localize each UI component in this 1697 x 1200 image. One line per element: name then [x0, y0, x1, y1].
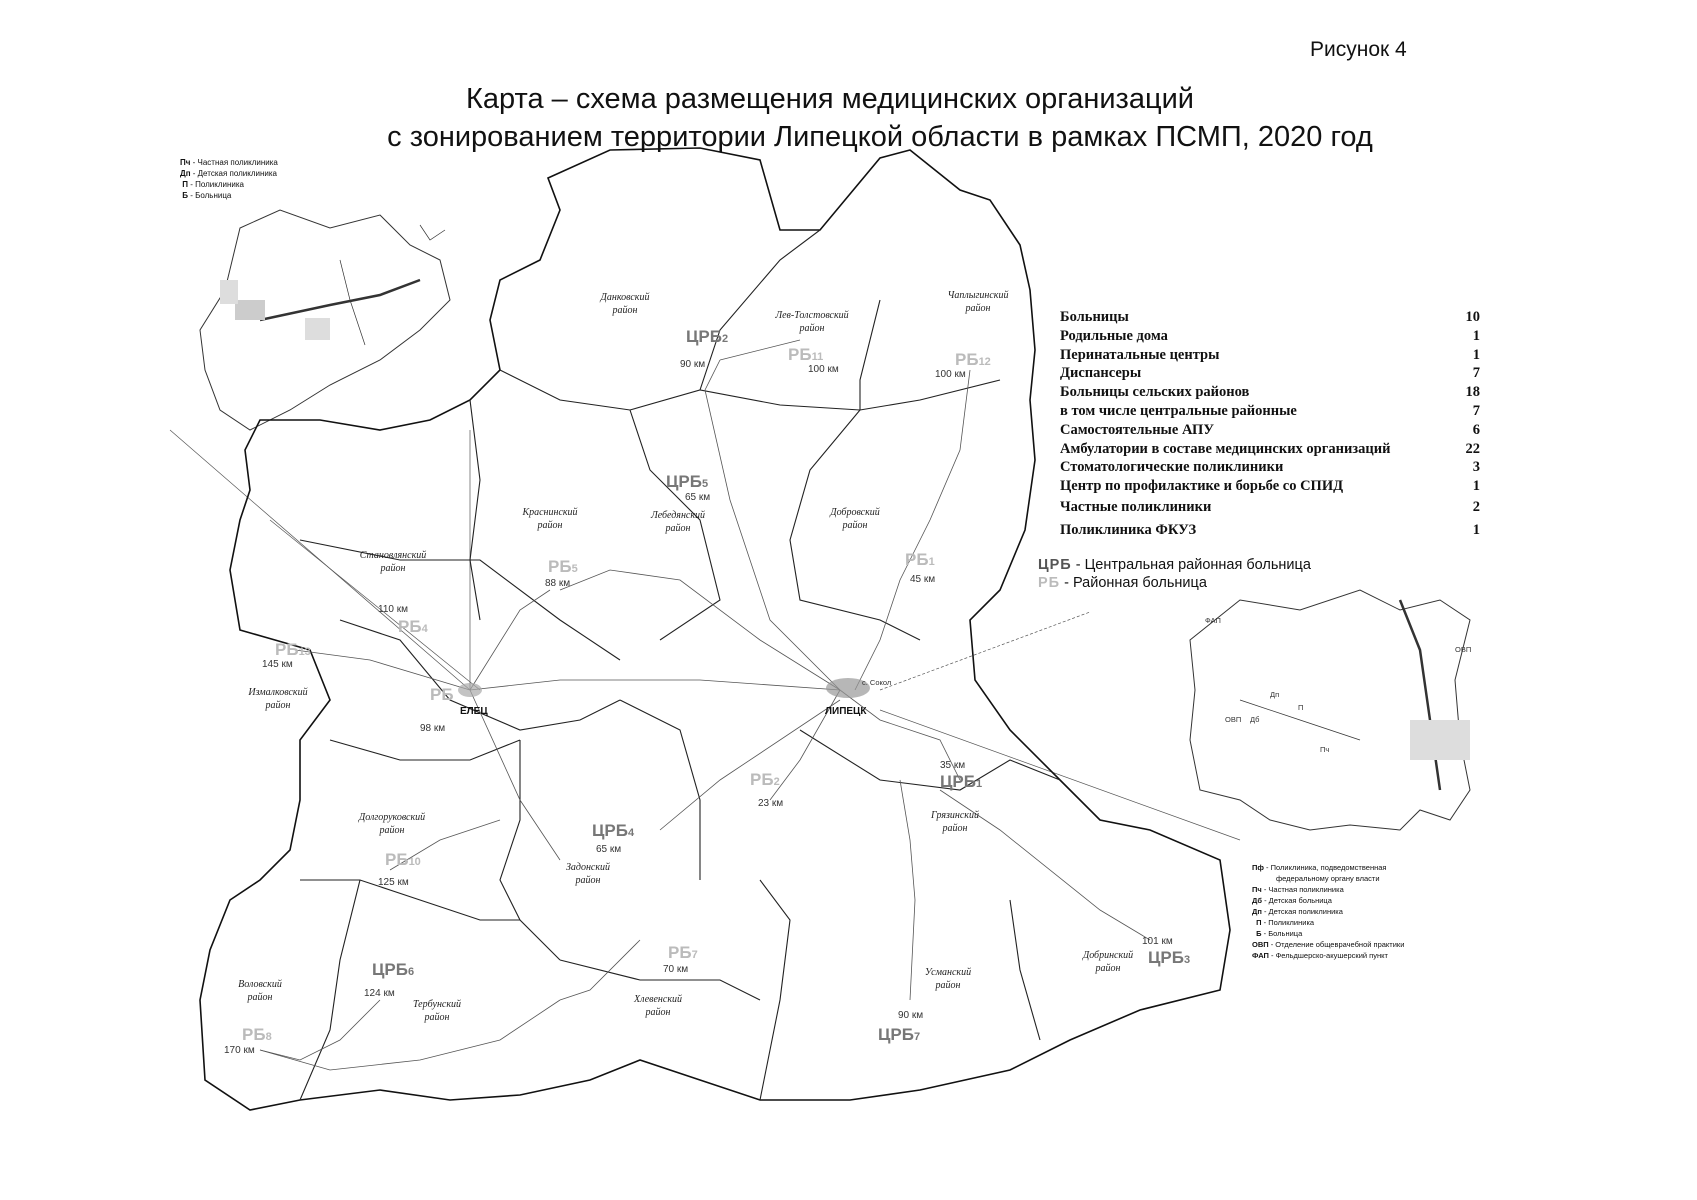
svg-text:110 км: 110 км: [378, 604, 408, 615]
district-label: Добровский район: [830, 507, 880, 531]
title-line-1: Карта – схема размещения медицинских организаций: [466, 83, 1194, 115]
hospital-crb4: [592, 821, 635, 855]
svg-text:45 км: 45 км: [910, 574, 936, 585]
svg-text:124 км: 124 км: [364, 988, 395, 999]
legend-row: ОВП - Отделение общеврачебной практики: [1252, 940, 1405, 949]
legend-row: Пч - Частная поликлиника: [180, 158, 278, 167]
region-boundary: [200, 148, 1230, 1110]
legend-row: ЦРБ - Центральная районная больница: [1038, 557, 1311, 573]
hospital-crb7: [878, 1010, 923, 1044]
elets-inset-city-block: [220, 280, 238, 304]
inset-label: ОВП: [1225, 715, 1242, 724]
city-lipetsk: [825, 678, 891, 717]
hospital-crb5: [666, 472, 710, 503]
district-label: Воловский район: [238, 979, 282, 1003]
lipetsk-inset-pointer: [880, 612, 1090, 690]
svg-text:35 км: 35 км: [940, 760, 966, 771]
district-label: Лев-Толстовский район: [775, 310, 849, 334]
district-label: Тербунский район: [412, 999, 462, 1023]
stat-row: Больницы сельских районов 18: [1060, 384, 1480, 401]
hospital-crb3: [1142, 936, 1190, 967]
svg-text:ЦРБ1: ЦРБ1: [940, 772, 983, 791]
stat-row: Диспансеры 7: [1060, 365, 1480, 382]
stat-row: Поликлиника ФКУЗ 1: [1060, 521, 1480, 538]
hospital-markers: [224, 327, 1190, 1056]
lipetsk-inset-legend: [1252, 862, 1404, 961]
district-label: Задонский район: [565, 862, 611, 886]
stat-row: Центр по профилактике и борьбе со СПИД 1: [1060, 478, 1480, 495]
inset-label: ОВП: [1455, 645, 1472, 654]
district-label: Данковский район: [600, 292, 650, 316]
district-label: Грязинский район: [931, 810, 979, 834]
elets-inset-city-block: [305, 318, 330, 340]
district-label: Усманский район: [924, 967, 972, 991]
lipetsk-inset: [1190, 590, 1470, 830]
inset-label: Дб: [1250, 715, 1260, 724]
district-label: Добринский район: [1082, 950, 1134, 974]
inset-label: Пч: [1320, 745, 1330, 754]
svg-text:98 км: 98 км: [420, 723, 446, 734]
legend-row: Дп - Детская поликлиника: [180, 169, 277, 178]
svg-text:РБ10: РБ10: [385, 850, 421, 869]
svg-text:ЦРБ5: ЦРБ5: [666, 472, 709, 491]
legend-row: ФАП - Фельдшерско-акушерский пункт: [1252, 951, 1388, 960]
legend-row: Дп - Детская поликлиника: [1252, 907, 1343, 916]
district-labels: [238, 290, 1133, 1023]
svg-text:РБ: РБ: [430, 685, 454, 704]
svg-text:РБ4: РБ4: [398, 617, 428, 636]
svg-text:РБ5: РБ5: [548, 557, 578, 576]
stat-row: Частные поликлиники 2: [1060, 498, 1480, 515]
elets-inset-road: [420, 225, 445, 240]
legend-row: Дб - Детская больница: [1252, 896, 1332, 905]
lipetsk-inset-river: [1400, 600, 1440, 790]
elets-inset-city-block: [235, 300, 265, 320]
legend-row: Б - Больница: [182, 191, 232, 200]
svg-text:145 км: 145 км: [262, 659, 293, 670]
elets-inset: [200, 210, 450, 430]
hospital-crb6: [364, 960, 414, 999]
elets-inset-river: [260, 280, 420, 320]
hospital-rb7: [663, 943, 698, 975]
inset-label: Дп: [1270, 690, 1280, 699]
hospital-elets-rb: [420, 685, 454, 734]
svg-text:100 км: 100 км: [808, 364, 839, 375]
legend-row: П - Поликлиника: [182, 180, 244, 189]
svg-text:ЦРБ7: ЦРБ7: [878, 1025, 921, 1044]
svg-text:РБ7: РБ7: [668, 943, 698, 962]
stat-row: Перинатальные центры 1: [1060, 346, 1480, 363]
stat-row: Самостоятельные АПУ 6: [1060, 421, 1480, 438]
svg-text:90 км: 90 км: [680, 359, 706, 370]
svg-text:РБ8: РБ8: [242, 1025, 272, 1044]
svg-text:65 км: 65 км: [596, 844, 622, 855]
svg-text:РБ1: РБ1: [905, 550, 935, 569]
svg-text:РБ12: РБ12: [955, 350, 991, 369]
svg-text:88 км: 88 км: [545, 578, 571, 589]
hospital-crb1: [940, 760, 982, 791]
svg-text:23 км: 23 км: [758, 798, 784, 809]
svg-text:100 км: 100 км: [935, 369, 966, 380]
inset-label: П: [1298, 703, 1304, 712]
svg-text:РБ2: РБ2: [750, 770, 780, 789]
hospital-rb5: [545, 557, 578, 589]
zoning-diagonal: [270, 520, 480, 690]
district-label: Краснинский район: [522, 507, 578, 531]
hospital-type-legend: [1038, 556, 1311, 592]
hospital-crb2: [680, 327, 728, 370]
inset-label: ФАП: [1205, 616, 1221, 625]
svg-text:ЦРБ6: ЦРБ6: [372, 960, 415, 979]
legend-row: РБ - Районная больница: [1038, 575, 1207, 591]
svg-text:170 км: 170 км: [224, 1045, 255, 1056]
svg-text:ЦРБ3: ЦРБ3: [1148, 948, 1191, 967]
hospital-rb4: [378, 604, 429, 636]
district-label: Долгоруковский район: [358, 812, 426, 836]
svg-text:125 км: 125 км: [378, 877, 409, 888]
district-label: Хлевенский район: [633, 994, 683, 1018]
svg-text:101 км: 101 км: [1142, 936, 1173, 947]
district-label: Становлянский район: [359, 550, 427, 574]
figure-label: Рисунок 4: [1310, 38, 1407, 61]
stat-row: в том числе центральные районные 7: [1060, 402, 1480, 419]
district-label: Лебедянский район: [650, 510, 706, 534]
svg-text:РБ11: РБ11: [788, 345, 824, 364]
hospital-rb11: [788, 345, 839, 375]
stat-row: Больницы 10: [1060, 309, 1480, 325]
svg-text:65 км: 65 км: [685, 492, 711, 503]
stats-table: [1060, 308, 1480, 540]
svg-text:70 км: 70 км: [663, 964, 689, 975]
svg-text:ЦРБ4: ЦРБ4: [592, 821, 635, 840]
title-line-2: с зонированием территории Липецкой области в рамках ПСМП, 2020 год: [387, 121, 1373, 153]
hospital-rb13: [262, 640, 311, 670]
hospital-rb12: [935, 350, 991, 380]
svg-text:90 км: 90 км: [898, 1010, 924, 1021]
legend-row: Пф - Поликлиника, подведомственная: [1252, 863, 1387, 872]
city-label-lipetsk: ЛИПЕЦК: [825, 706, 867, 717]
legend-row: П - Поликлиника: [1256, 918, 1315, 927]
district-label: Чаплыгинский район: [947, 290, 1009, 314]
svg-text:РБ13: РБ13: [275, 640, 311, 659]
legend-row: Б - Больница: [1256, 929, 1303, 938]
stat-row: Стоматологические поликлиники 3: [1060, 459, 1480, 476]
city-label-elets: ЕЛЕЦ: [460, 706, 488, 717]
legend-row: Пч - Частная поликлиника: [1252, 885, 1344, 894]
svg-text:ЦРБ2: ЦРБ2: [686, 327, 729, 346]
city-label-sokolskoe: с. Сокол: [862, 678, 892, 687]
stat-row: Родильные дома 1: [1060, 327, 1480, 344]
district-label: Измалковский район: [248, 687, 308, 711]
lipetsk-inset-shade: [1410, 720, 1470, 760]
stat-row: Амбулатории в составе медицинских организаций 22: [1060, 440, 1480, 457]
hospital-rb1: [905, 550, 935, 585]
legend-row: федеральному органу власти: [1276, 874, 1380, 883]
hospital-rb10: [378, 850, 421, 888]
